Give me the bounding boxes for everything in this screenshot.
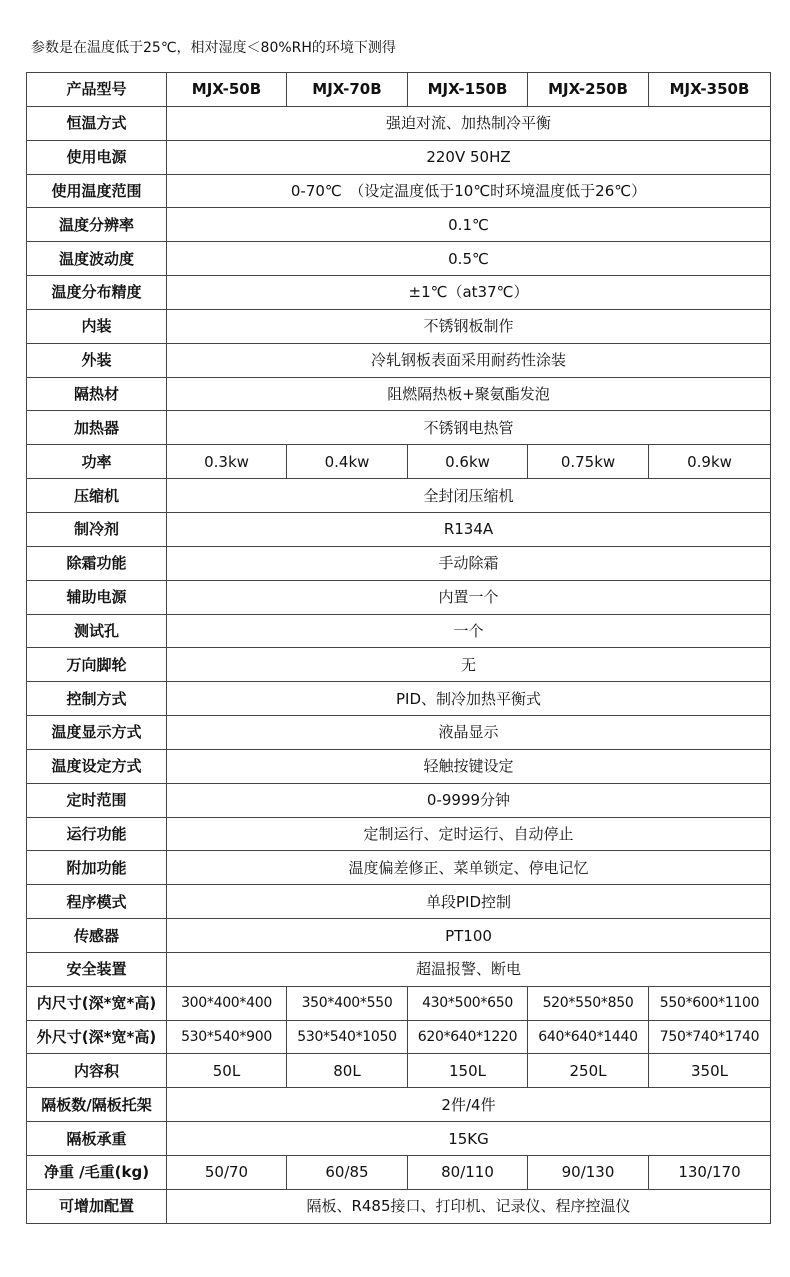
- model-cell: MJX-50B: [167, 73, 287, 107]
- row-label: 温度显示方式: [27, 716, 167, 750]
- value-cell: 定制运行、定时运行、自动停止: [167, 817, 771, 851]
- table-row: [27, 174, 771, 208]
- value-cell: 手动除霜: [167, 546, 771, 580]
- value-cell: 温度偏差修正、菜单锁定、停电记忆: [167, 851, 771, 885]
- model-cell: MJX-350B: [649, 73, 771, 107]
- table-row: [27, 377, 771, 411]
- value-cell: 0.9kw: [649, 445, 771, 479]
- value-cell: 不锈钢板制作: [167, 309, 771, 343]
- value-cell: 130/170: [649, 1156, 771, 1190]
- row-label: 隔热材: [27, 377, 167, 411]
- table-row: [27, 343, 771, 377]
- value-cell: ±1℃（at37℃）: [167, 276, 771, 310]
- value-cell: 冷轧钢板表面采用耐药性涂装: [167, 343, 771, 377]
- row-label: 恒温方式: [27, 106, 167, 140]
- row-label: 安全装置: [27, 952, 167, 986]
- value-cell: 0-9999分钟: [167, 783, 771, 817]
- table-row: [27, 682, 771, 716]
- row-label: 温度分辨率: [27, 208, 167, 242]
- table-row: [27, 242, 771, 276]
- row-label: 功率: [27, 445, 167, 479]
- value-cell: 液晶显示: [167, 716, 771, 750]
- row-label: 内装: [27, 309, 167, 343]
- row-label: 加热器: [27, 411, 167, 445]
- table-row: [27, 309, 771, 343]
- table-row: [27, 580, 771, 614]
- row-label: 温度设定方式: [27, 749, 167, 783]
- row-label: 隔板数/隔板托架: [27, 1088, 167, 1122]
- table-row: [27, 512, 771, 546]
- value-cell: 强迫对流、加热制冷平衡: [167, 106, 771, 140]
- table-row: [27, 716, 771, 750]
- row-label: 压缩机: [27, 479, 167, 513]
- value-cell: 阻燃隔热板+聚氨酯发泡: [167, 377, 771, 411]
- measurement-note: 参数是在温度低于25℃，相对湿度＜80%RH的环境下测得: [31, 40, 396, 56]
- table-row: [27, 1122, 771, 1156]
- row-label: 制冷剂: [27, 512, 167, 546]
- row-label: 除霜功能: [27, 546, 167, 580]
- table-row: [27, 276, 771, 310]
- value-cell: 80L: [287, 1054, 408, 1088]
- value-cell: 80/110: [408, 1156, 528, 1190]
- row-label: 辅助电源: [27, 580, 167, 614]
- table-row: [27, 208, 771, 242]
- value-cell: 550*600*1100: [649, 986, 771, 1020]
- model-cell: MJX-70B: [287, 73, 408, 107]
- table-row: [27, 614, 771, 648]
- row-label: 温度分布精度: [27, 276, 167, 310]
- row-label: 测试孔: [27, 614, 167, 648]
- row-label: 使用电源: [27, 140, 167, 174]
- value-cell: 0.1℃: [167, 208, 771, 242]
- table-row: [27, 783, 771, 817]
- value-cell: 轻触按键设定: [167, 749, 771, 783]
- row-label: 可增加配置: [27, 1189, 167, 1223]
- value-cell: PID、制冷加热平衡式: [167, 682, 771, 716]
- table-row: [27, 919, 771, 953]
- row-label: 使用温度范围: [27, 174, 167, 208]
- row-label: 产品型号: [27, 73, 167, 107]
- spec-table: [26, 72, 771, 1224]
- value-cell: 750*740*1740: [649, 1020, 771, 1054]
- value-cell: 350L: [649, 1054, 771, 1088]
- table-row: [27, 885, 771, 919]
- value-cell: 50/70: [167, 1156, 287, 1190]
- model-cell: MJX-250B: [528, 73, 649, 107]
- row-label: 附加功能: [27, 851, 167, 885]
- row-label: 内尺寸(深*宽*高): [27, 986, 167, 1020]
- value-cell: 一个: [167, 614, 771, 648]
- value-cell: 隔板、R485接口、打印机、记录仪、程序控温仪: [167, 1189, 771, 1223]
- row-label: 外装: [27, 343, 167, 377]
- value-cell: 250L: [528, 1054, 649, 1088]
- table-row: [27, 1088, 771, 1122]
- value-cell: 430*500*650: [408, 986, 528, 1020]
- model-cell: MJX-150B: [408, 73, 528, 107]
- table-header-row: [27, 73, 771, 107]
- value-cell: 350*400*550: [287, 986, 408, 1020]
- table-row: [27, 952, 771, 986]
- table-row: [27, 1189, 771, 1223]
- table-row: [27, 106, 771, 140]
- row-label: 传感器: [27, 919, 167, 953]
- table-row: [27, 411, 771, 445]
- row-label: 定时范围: [27, 783, 167, 817]
- value-cell: 220V 50HZ: [167, 140, 771, 174]
- value-cell: 530*540*1050: [287, 1020, 408, 1054]
- value-cell: PT100: [167, 919, 771, 953]
- row-label: 隔板承重: [27, 1122, 167, 1156]
- value-cell: 50L: [167, 1054, 287, 1088]
- row-label: 控制方式: [27, 682, 167, 716]
- row-label: 运行功能: [27, 817, 167, 851]
- value-cell: 300*400*400: [167, 986, 287, 1020]
- value-cell: 0.4kw: [287, 445, 408, 479]
- value-cell: 2件/4件: [167, 1088, 771, 1122]
- table-row: [27, 140, 771, 174]
- value-cell: 90/130: [528, 1156, 649, 1190]
- value-cell: 60/85: [287, 1156, 408, 1190]
- table-row: [27, 749, 771, 783]
- row-label: 外尺寸(深*宽*高): [27, 1020, 167, 1054]
- value-cell: 0.6kw: [408, 445, 528, 479]
- value-cell: 全封闭压缩机: [167, 479, 771, 513]
- value-cell: 不锈钢电热管: [167, 411, 771, 445]
- value-cell: 单段PID控制: [167, 885, 771, 919]
- table-row: [27, 851, 771, 885]
- table-row: [27, 1156, 771, 1190]
- value-cell: 0.75kw: [528, 445, 649, 479]
- row-label: 温度波动度: [27, 242, 167, 276]
- value-cell: R134A: [167, 512, 771, 546]
- table-row: [27, 986, 771, 1020]
- row-label: 万向脚轮: [27, 648, 167, 682]
- value-cell: 超温报警、断电: [167, 952, 771, 986]
- value-cell: 530*540*900: [167, 1020, 287, 1054]
- value-cell: 内置一个: [167, 580, 771, 614]
- value-cell: 520*550*850: [528, 986, 649, 1020]
- value-cell: 无: [167, 648, 771, 682]
- row-label: 程序模式: [27, 885, 167, 919]
- value-cell: 0-70℃ （设定温度低于10℃时环境温度低于26℃）: [167, 174, 771, 208]
- table-row: [27, 648, 771, 682]
- value-cell: 0.5℃: [167, 242, 771, 276]
- value-cell: 640*640*1440: [528, 1020, 649, 1054]
- table-row: [27, 479, 771, 513]
- value-cell: 620*640*1220: [408, 1020, 528, 1054]
- table-row: [27, 817, 771, 851]
- table-row: [27, 546, 771, 580]
- row-label: 内容积: [27, 1054, 167, 1088]
- table-row: [27, 445, 771, 479]
- table-row: [27, 1054, 771, 1088]
- table-row: [27, 1020, 771, 1054]
- value-cell: 15KG: [167, 1122, 771, 1156]
- value-cell: 150L: [408, 1054, 528, 1088]
- row-label: 净重 /毛重(kg): [27, 1156, 167, 1190]
- value-cell: 0.3kw: [167, 445, 287, 479]
